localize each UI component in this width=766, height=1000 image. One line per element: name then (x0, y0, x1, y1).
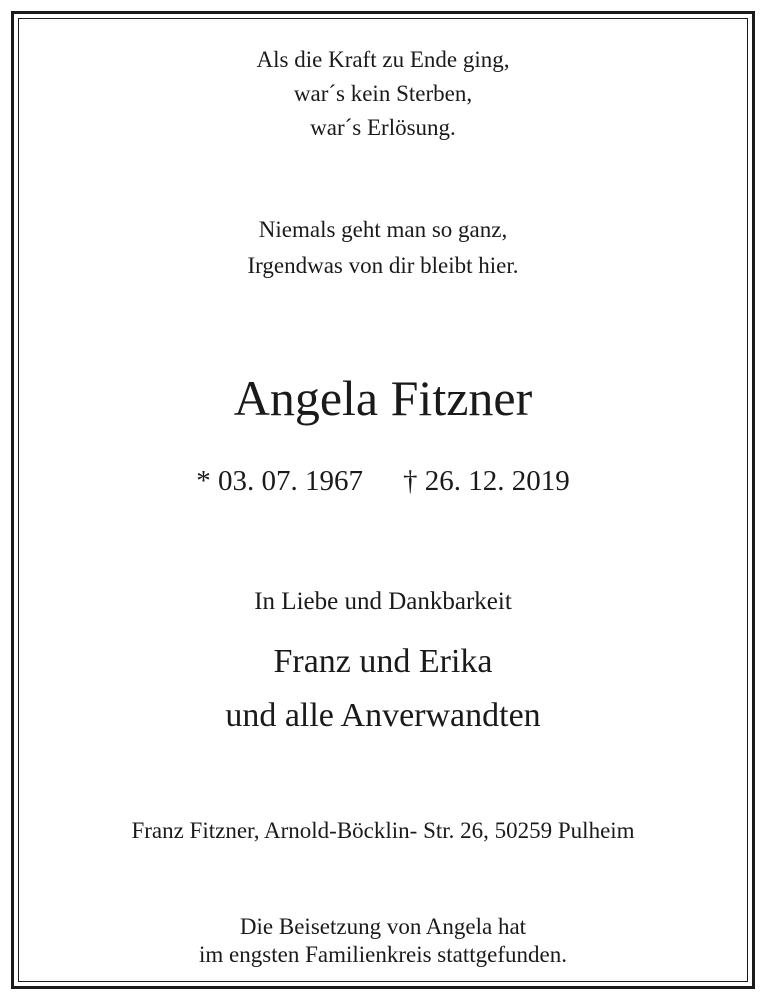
mourners-line-2: und alle Anverwandten (225, 697, 541, 734)
deceased-name: Angela Fitzner (233, 370, 533, 426)
poem-line-2: war´s kein Sterben, (293, 81, 473, 106)
burial-note-line-1: Die Beisetzung von Angela hat (239, 914, 527, 939)
contact-address: Franz Fitzner, Arnold-Böcklin- Str. 26, 50259 Pulheim (131, 818, 635, 843)
death-date: † 26. 12. 2019 (403, 465, 570, 497)
poem-line-4: Niemals geht man so ganz, (258, 217, 508, 242)
life-dates (0, 464, 766, 498)
burial-note-line-2: im engsten Familienkreis stattgefunden. (199, 942, 567, 967)
mourners-line-1: Franz und Erika (273, 643, 493, 680)
poem-line-3: war´s Erlösung. (310, 115, 456, 140)
poem-line-5: Irgendwas von dir bleibt hier. (247, 253, 519, 278)
farewell-phrase: In Liebe und Dankbarkeit (254, 588, 512, 615)
birth-date: * 03. 07. 1967 (196, 465, 363, 497)
poem-line-1: Als die Kraft zu Ende ging, (256, 47, 510, 72)
